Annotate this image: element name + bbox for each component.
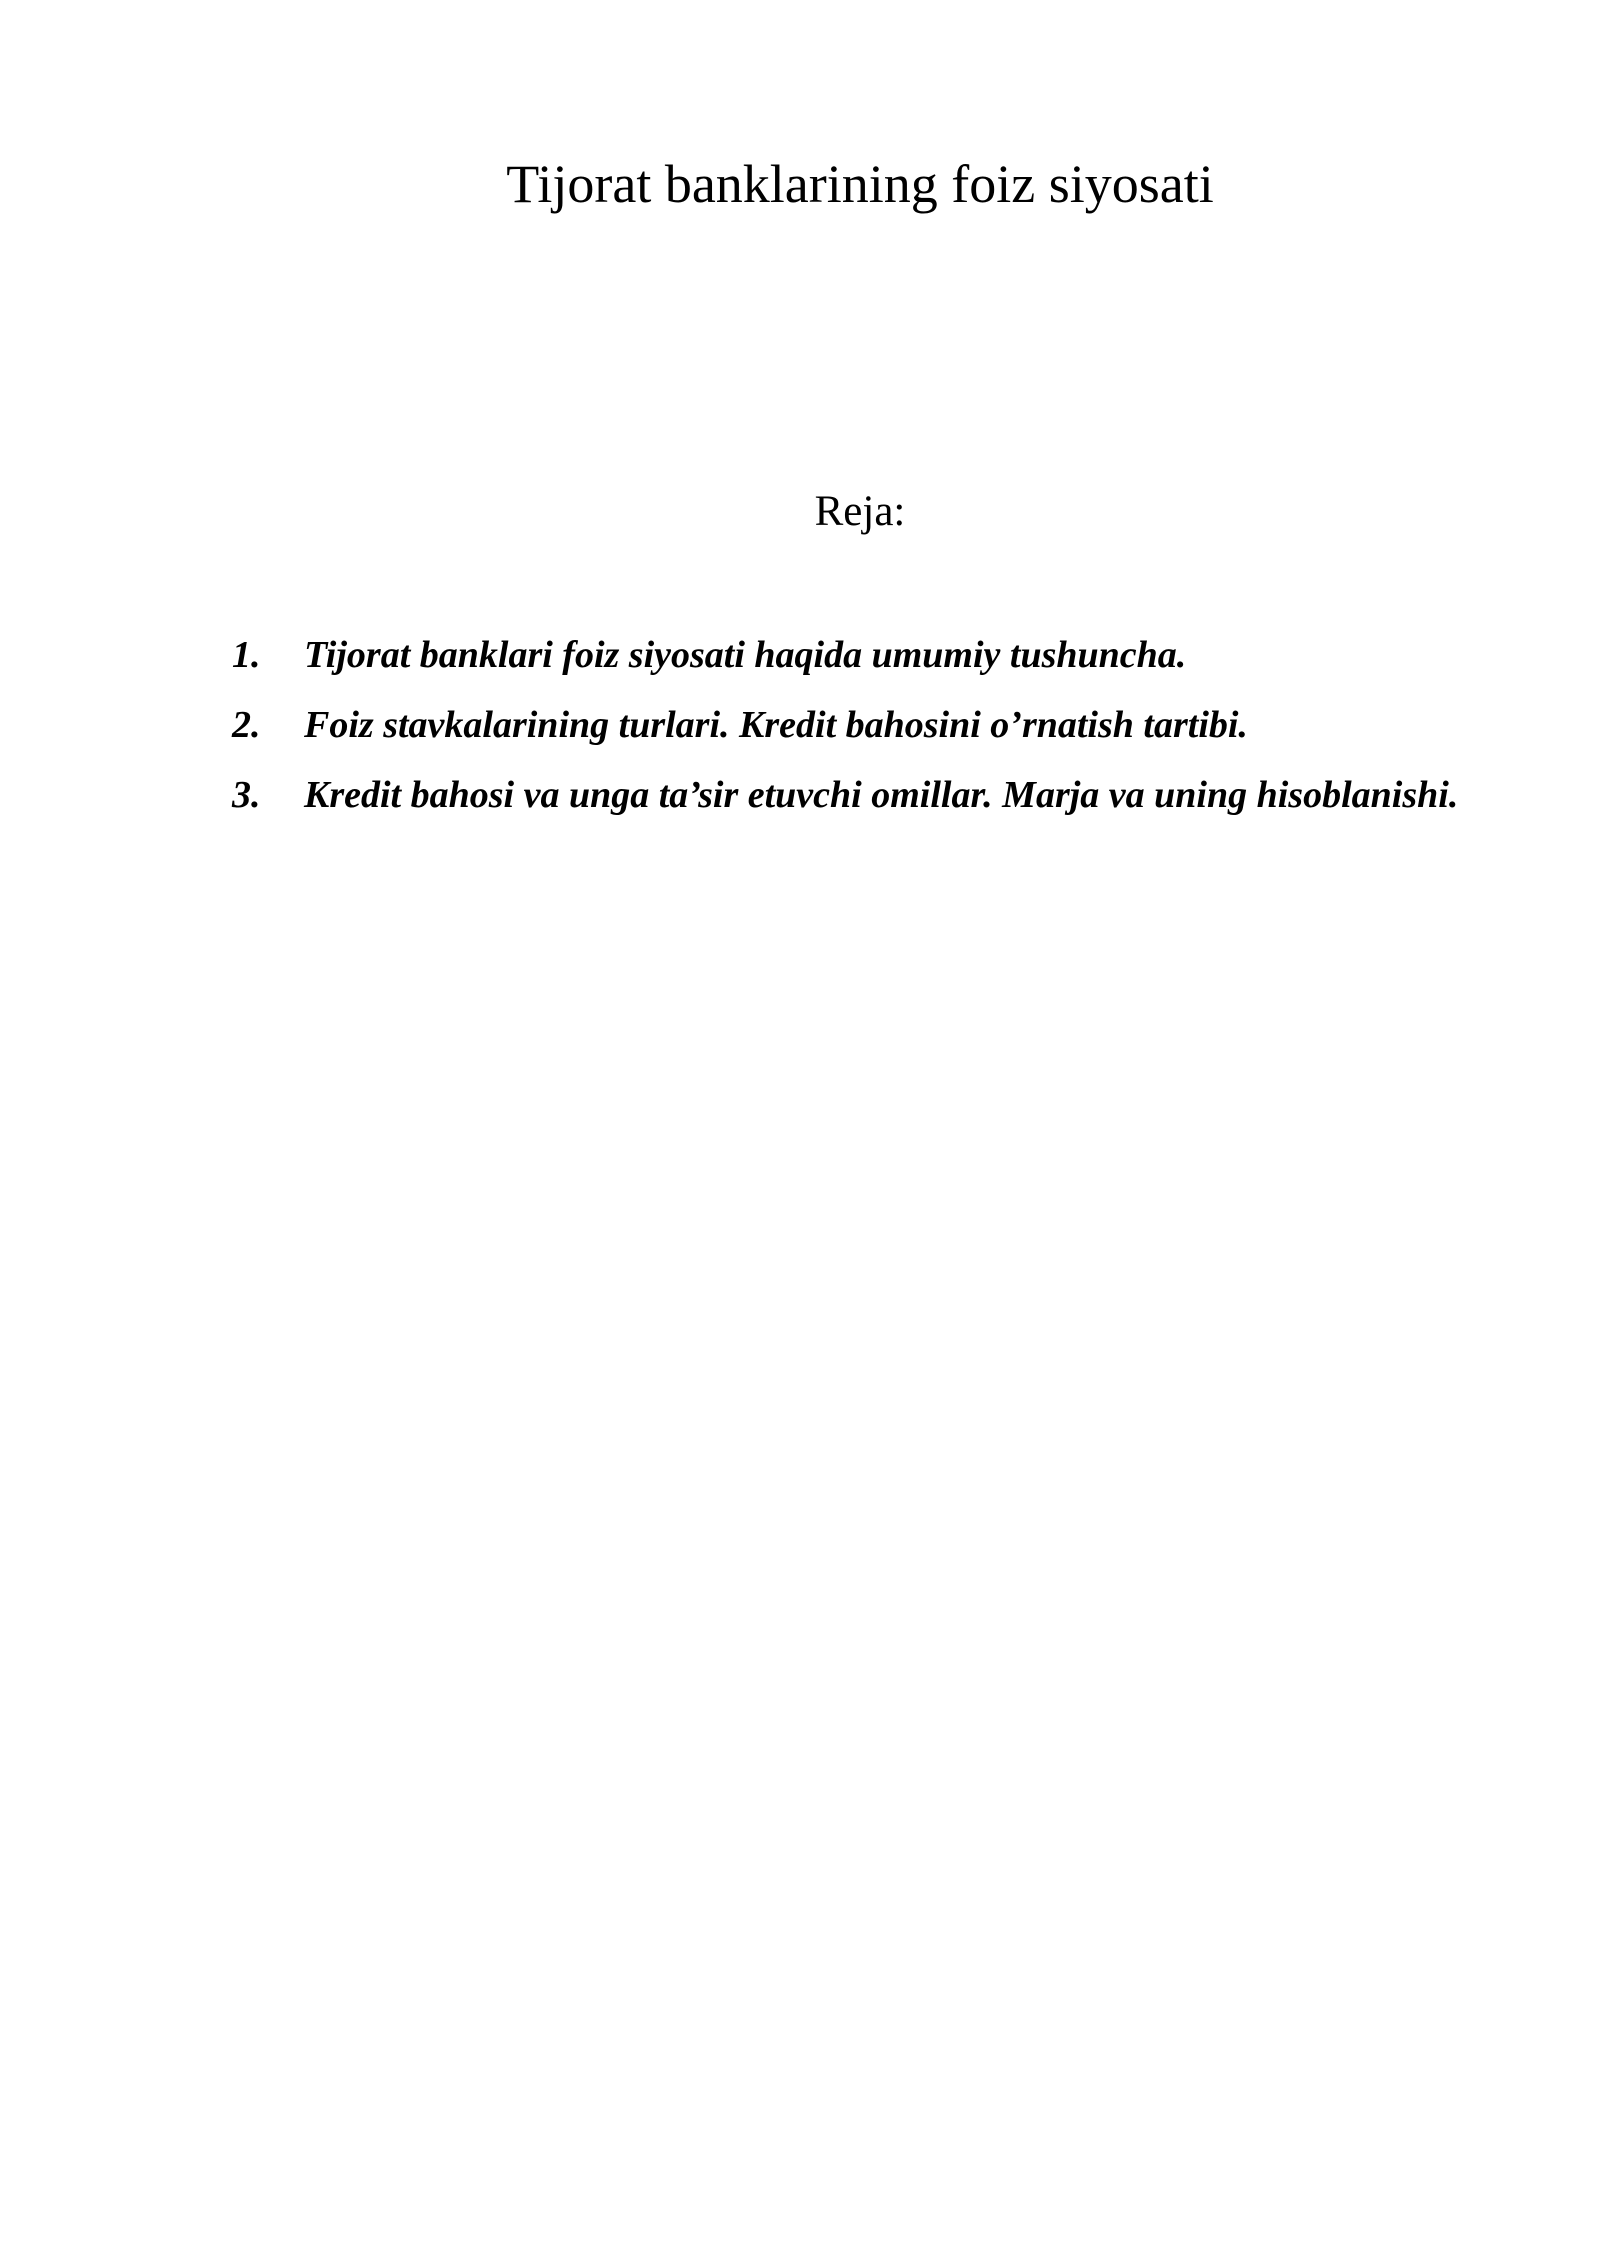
document-title: Tijorat banklarining foiz siyosati <box>506 154 1214 214</box>
plan-item-number: 2. <box>232 704 261 746</box>
plan-item <box>232 620 1490 690</box>
plan-item-number: 1. <box>232 634 261 676</box>
plan-item-text: Foiz stavkalarining turlari. Kredit bahosini o’rnatish tartibi. <box>304 704 1248 746</box>
plan-item <box>232 690 1490 760</box>
plan-item-text: Tijorat banklari foiz siyosati haqida umumiy tushuncha. <box>304 634 1187 676</box>
plan-item-text: Kredit bahosi va unga ta’sir etuvchi omillar. Marja va uning hisoblanishi. <box>304 774 1459 816</box>
plan-list <box>232 620 1490 830</box>
plan-heading: Reja: <box>814 488 906 535</box>
plan-item <box>232 760 1490 830</box>
plan-item-number: 3. <box>232 774 261 816</box>
